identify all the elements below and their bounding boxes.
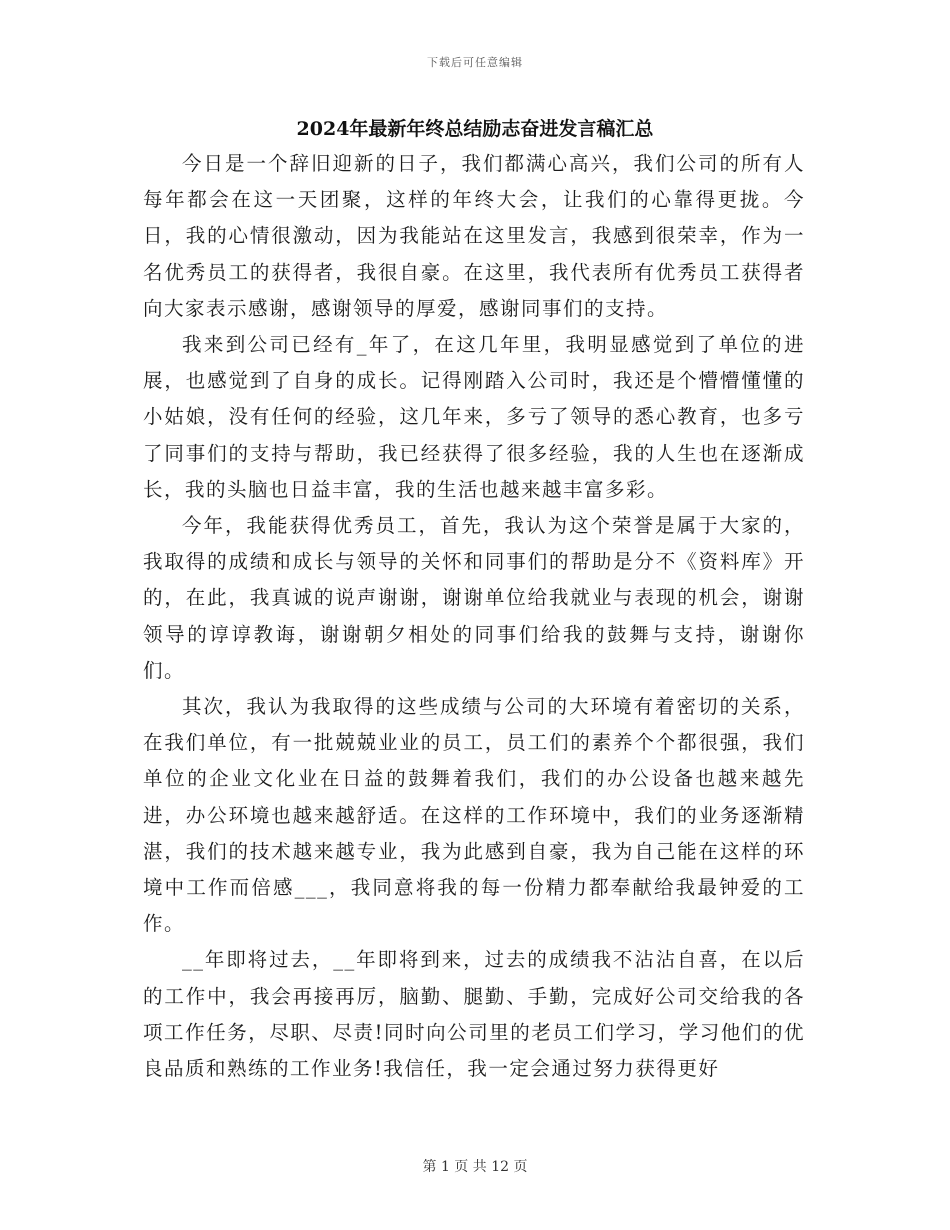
paragraph: 我来到公司已经有_年了，在这几年里，我明显感觉到了单位的进展，也感觉到了自身的成长。记得刚踏入公司时，我还是个懵懵懂懂的小姑娘，没有任何的经验，这几年来，多亏了领导的悉心教育，也多亏了同事们的支持与帮助，我已经获得了很多经验，我的人生也在逐渐成长，我的头脑也日益丰富，我的生活也越来越丰富多彩。 bbox=[143, 333, 805, 501]
paragraph: __年即将过去，__年即将到来，过去的成绩我不沾沾自喜，在以后的工作中，我会再接再厉，脑勤、腿勤、手勤，完成好公司交给我的各项工作任务，尽职、尽责!同时向公司里的老员工们学习，学习他们的优良品质和熟练的工作业务!我信任，我一定会通过努力获得更好 bbox=[143, 948, 805, 1081]
document-body bbox=[143, 146, 805, 1087]
paragraph: 其次，我认为我取得的这些成绩与公司的大环境有着密切的关系，在我们单位，有一批兢兢业业的员工，员工们的素养个个都很强，我们单位的企业文化业在日益的鼓舞着我们，我们的办公设备也越来越先进，办公环境也越来越舒适。在这样的工作环境中，我们的业务逐渐精湛，我们的技术越来越专业，我为此感到自豪，我为自己能在这样的环境中工作而倍感___，我同意将我的每一份精力都奉献给我最钟爱的工作。 bbox=[143, 695, 805, 936]
paragraph: 今年，我能获得优秀员工，首先，我认为这个荣誉是属于大家的，我取得的成绩和成长与领导的关怀和同事们的帮助是分不《资料库》开的，在此，我真诚的说声谢谢，谢谢单位给我就业与表现的机会，谢谢领导的谆谆教诲，谢谢朝夕相处的同事们给我的鼓舞与支持，谢谢你们。 bbox=[143, 514, 805, 682]
document-title: 2024年最新年终总结励志奋进发言稿汇总 bbox=[296, 118, 654, 140]
paragraph: 今日是一个辞旧迎新的日子，我们都满心高兴，我们公司的所有人每年都会在这一天团聚，这样的年终大会，让我们的心靠得更拢。今日，我的心情很激动，因为我能站在这里发言，我感到很荣幸，作为一名优秀员工的获得者，我很自豪。在这里，我代表所有优秀员工获得者向大家表示感谢，感谢领导的厚爱，感谢同事们的支持。 bbox=[143, 152, 805, 320]
page-number: 第 1 页 共 12 页 bbox=[422, 1159, 528, 1175]
page-header-note: 下载后可任意编辑 bbox=[427, 56, 523, 69]
